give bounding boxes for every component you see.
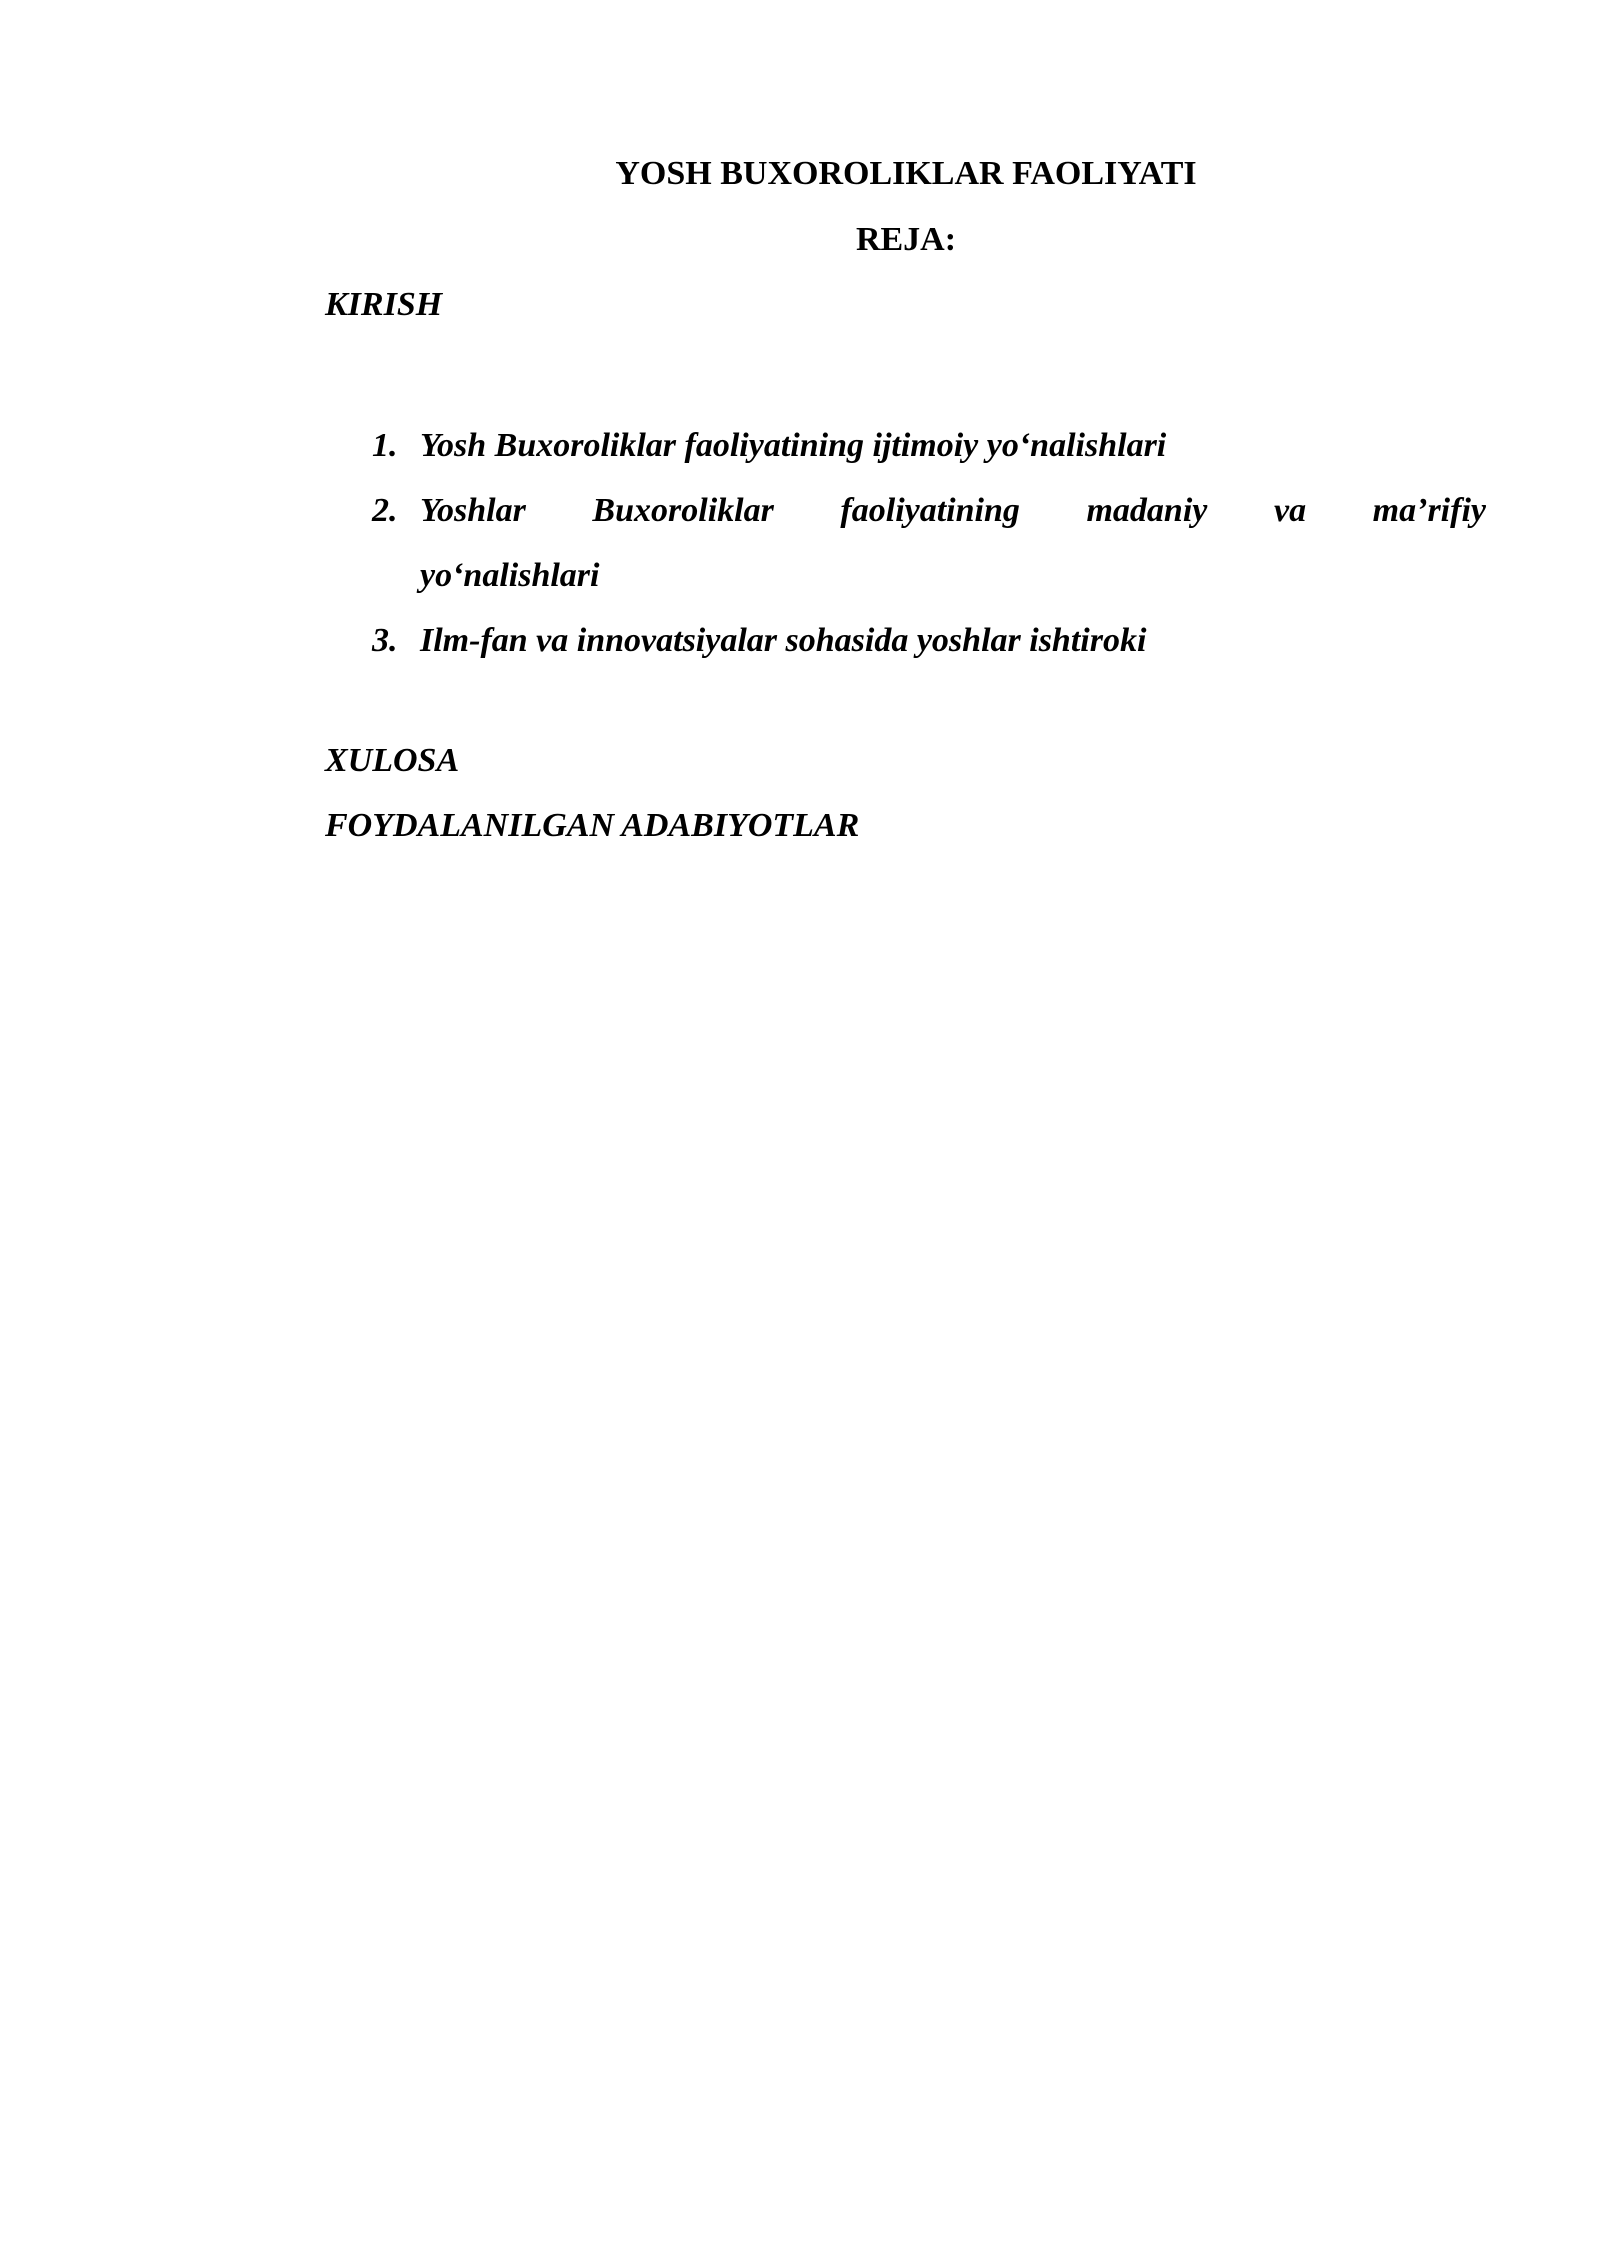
plan-item-1 bbox=[372, 413, 1486, 478]
plan-item-text: Yosh Buxoroliklar faoliyatining ijtimoiy yo‘nalishlari bbox=[420, 427, 1167, 464]
plan-heading: REJA: bbox=[855, 221, 957, 258]
plan-item-3 bbox=[372, 608, 1486, 673]
plan-item-text-line-1: Yoshlar Buxoroliklar faoliyatining madaniy va ma’rifiy bbox=[420, 492, 1486, 529]
plan-item-number: 1. bbox=[372, 427, 398, 464]
plan-item-text-line-2: yo‘nalishlari bbox=[420, 557, 600, 594]
plan-item-number: 3. bbox=[372, 622, 398, 659]
plan-item-2 bbox=[372, 478, 1486, 608]
references-heading: FOYDALANILGAN ADABIYOTLAR bbox=[325, 807, 860, 844]
plan-item-number: 2. bbox=[372, 492, 398, 529]
plan-item-text bbox=[420, 478, 1486, 608]
plan-list bbox=[372, 413, 1486, 673]
document-title: YOSH BUXOROLIKLAR FAOLIYATI bbox=[615, 155, 1197, 192]
conclusion-heading: XULOSA bbox=[325, 742, 460, 779]
intro-heading: KIRISH bbox=[325, 286, 443, 323]
plan-item-text: Ilm-fan va innovatsiyalar sohasida yoshlar ishtiroki bbox=[420, 622, 1147, 659]
